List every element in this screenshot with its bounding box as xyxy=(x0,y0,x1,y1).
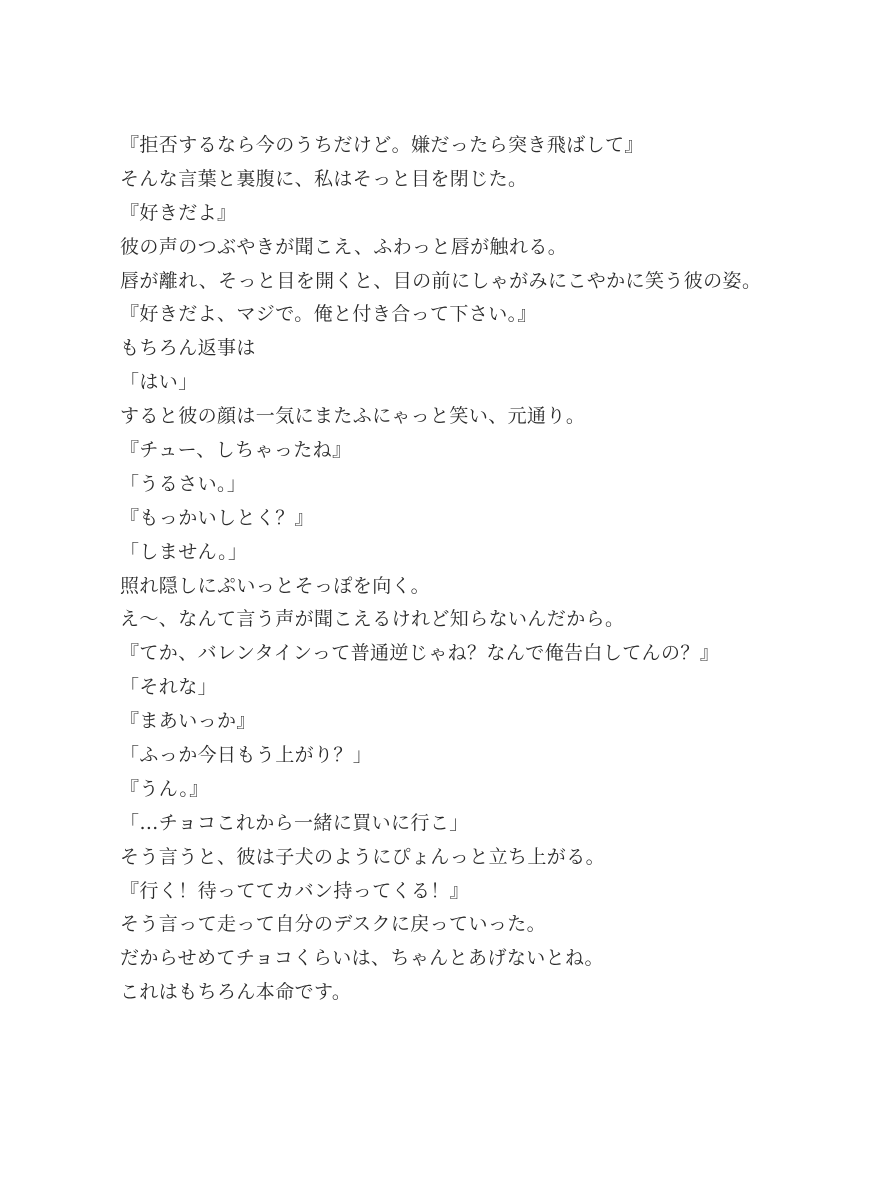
story-text xyxy=(120,133,840,1014)
story-line: 照れ隠しにぷいっとそっぽを向く。 xyxy=(120,574,431,597)
story-line: 『うん。』 xyxy=(120,777,209,800)
story-line: 「しません。」 xyxy=(120,540,248,563)
story-line: 「…チョコこれから一緒に買いに行こ」 xyxy=(120,811,469,834)
story-line: 『好きだよ』 xyxy=(120,201,237,224)
story-line: 「ふっか今日もう上がり？」 xyxy=(120,744,373,767)
story-line: 「うるさい。」 xyxy=(120,472,247,495)
story-line: 『好きだよ、マジで。俺と付き合って下さい。』 xyxy=(120,303,537,326)
story-line: 『もっかいしとく？』 xyxy=(120,506,315,529)
story-line: 唇が離れ、そっと目を開くと、目の前にしゃがみにこやかに笑う彼の姿。 xyxy=(120,269,762,292)
story-line: そんな言葉と裏腹に、私はそっと目を閉じた。 xyxy=(120,167,528,190)
story-line: そう言って走って自分のデスクに戻っていった。 xyxy=(120,913,547,936)
story-line: これはもちろん本命です。 xyxy=(120,981,352,1004)
story-line: すると彼の顔は一気にまたふにゃっと笑い、元通り。 xyxy=(120,405,586,428)
story-line: もちろん返事は xyxy=(120,337,256,360)
story-line: 『まあいっか』 xyxy=(120,710,256,733)
story-line: 彼の声のつぶやきが聞こえ、ふわっと唇が触れる。 xyxy=(120,235,568,258)
story-line: 「はい」 xyxy=(120,371,198,394)
story-line: だからせめてチョコくらいは、ちゃんとあげないとね。 xyxy=(120,947,604,970)
story-line: 「それな」 xyxy=(120,676,218,699)
story-line: 『てか、バレンタインって普通逆じゃね？なんで俺告白してんの？』 xyxy=(120,642,720,665)
story-line: 『チュー、しちゃったね』 xyxy=(120,439,352,462)
story-line: そう言うと、彼は子犬のようにぴょんっと立ち上がる。 xyxy=(120,845,606,868)
story-line: 『拒否するなら今のうちだけど。嫌だったら突き飛ばして』 xyxy=(120,134,644,156)
story-line: え〜、なんて言う声が聞こえるけれど知らないんだから。 xyxy=(120,608,625,631)
story-line: 『行く！待っててカバン持ってくる！』 xyxy=(120,879,470,902)
